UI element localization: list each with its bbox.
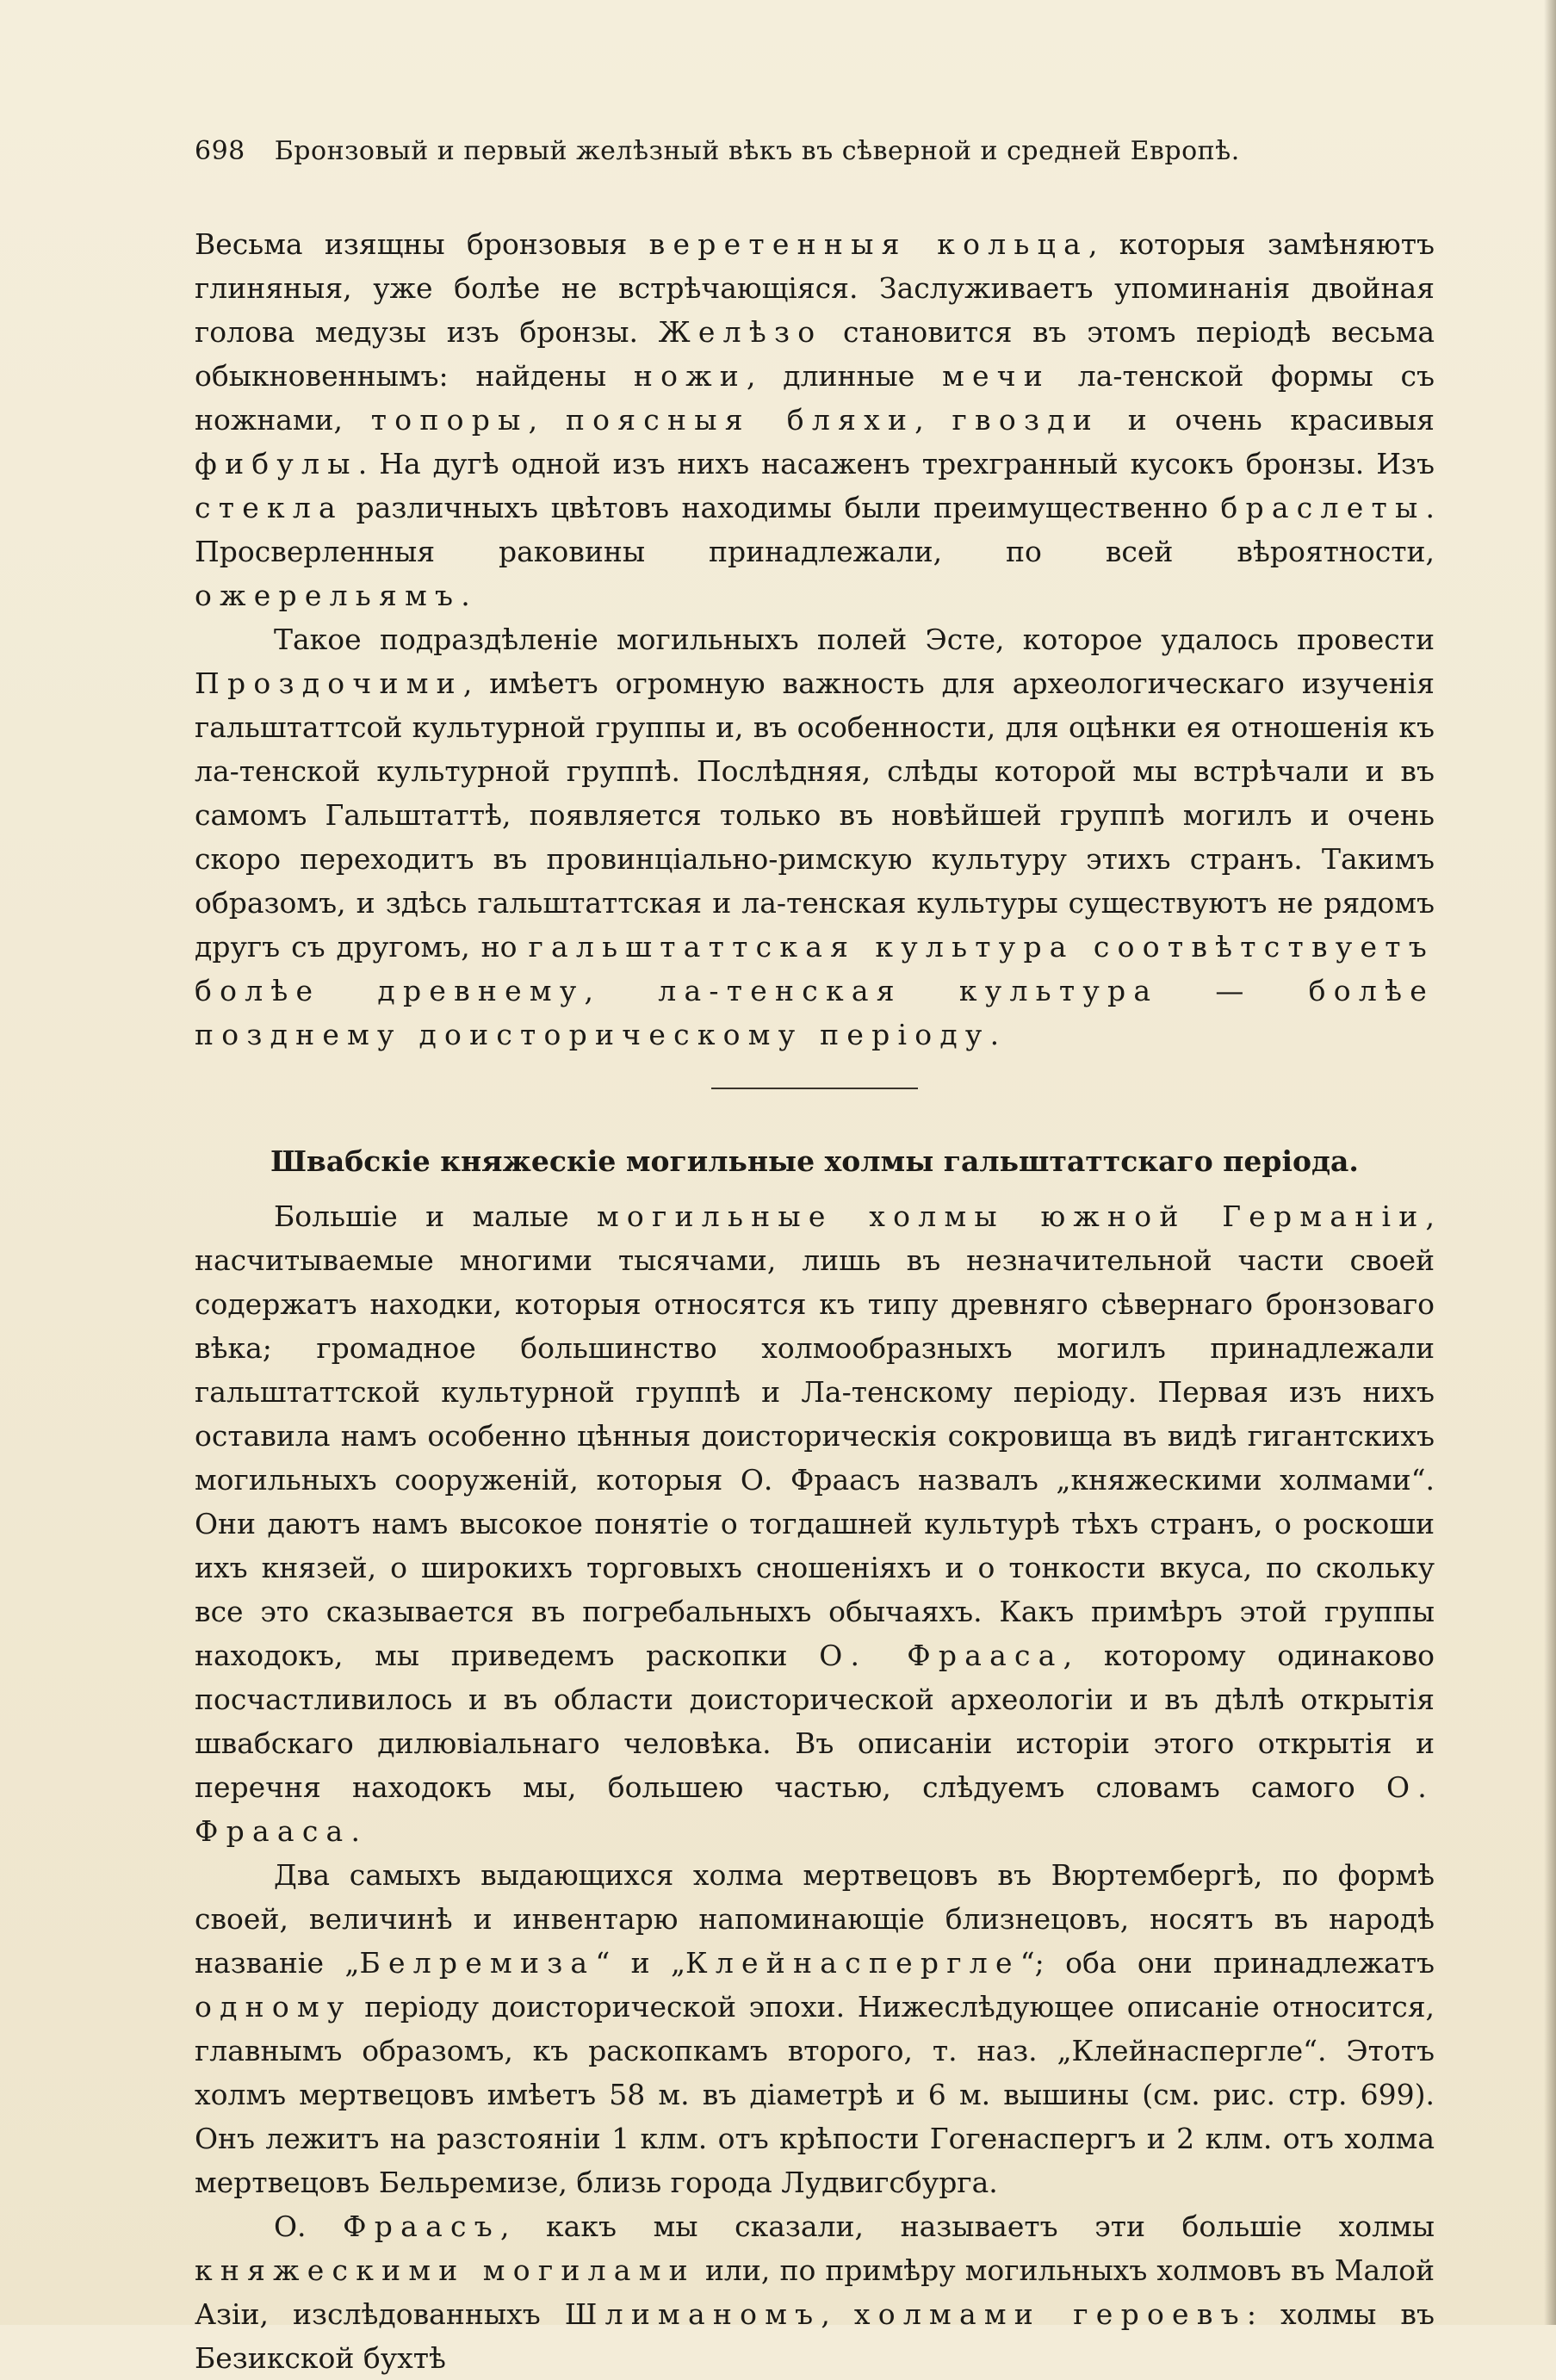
emphasis-run: могильные холмы южной Германіи xyxy=(596,1199,1426,1233)
text-run: , насчитываемые многими тысячами, лишь въ незначительной части своей содержатъ находки, которыя относятся къ типу древняго сѣвернаго бронзоваго вѣка; громадное большинство холмообразныхъ могилъ принадлежали гальштаттской культурной группѣ и Ла-тенскому періоду. Первая изъ нихъ оставила намъ особенно цѣнныя доисторическія сокровища въ видѣ гигантскихъ могильныхъ сооруженій, которыя О. Фраасъ назвалъ „княжескими холмами“. Они даютъ намъ высокое понятіе о тогдашней культурѣ тѣхъ странъ, о роскоши ихъ князей, о широкихъ торговыхъ сношеніяхъ и о тонкости вкуса, по скольку все это сказывается въ погребальныхъ обычаяхъ. Какъ примѣръ этой группы находокъ, мы приведемъ раскопки xyxy=(195,1199,1435,1672)
paragraph-1 xyxy=(195,222,1435,617)
text-run: различныхъ цвѣтовъ находимы были преимущественно xyxy=(343,491,1221,524)
emphasis-run: поясныя бляхи xyxy=(565,403,915,437)
emphasis-run: О. Фрааса xyxy=(195,1770,1435,1848)
text-run: Весьма изящны бронзовыя xyxy=(195,227,649,261)
text-run: , xyxy=(528,403,566,437)
emphasis-run: ножи xyxy=(633,359,747,393)
emphasis-run: гальштаттская культура соотвѣтствуетъ болѣе древнему, ла-тенская культура — болѣе позднему доисторическому періоду xyxy=(195,930,1435,1051)
text-run: , xyxy=(914,403,952,437)
text-run: и очень красивыя xyxy=(1100,403,1435,437)
text-run: . Просверленныя раковины принадлежали, по всей вѣроятности, xyxy=(195,491,1435,568)
paragraph-2 xyxy=(195,617,1435,1057)
text-run: , которыя замѣняютъ глиняныя, уже болѣе не встрѣчающіяся. Заслуживаетъ упоминанія двойная голова медузы изъ бронзы. xyxy=(195,227,1435,349)
text-run: : холмы въ Безикской бухтѣ xyxy=(195,2297,1435,2375)
text-run: Такое подраздѣленіе могильныхъ полей Эсте, которое удалось провести xyxy=(274,623,1435,656)
text-run: , xyxy=(821,2297,854,2331)
emphasis-run: Клейнаспергле xyxy=(685,1946,1020,1980)
text-run: . xyxy=(461,579,470,612)
text-run: “; оба они принадлежатъ xyxy=(1020,1946,1435,1980)
emphasis-run: топоры xyxy=(370,403,529,437)
emphasis-run: стекла xyxy=(195,491,344,524)
emphasis-run: мечи xyxy=(942,359,1051,393)
page-body xyxy=(195,222,1435,2380)
paragraph-5 xyxy=(195,2204,1435,2380)
text-run: , имѣетъ огромную важность для археологическаго изученія гальштаттсой культурной группы и, въ особенности, для оцѣнки ея отношенія къ ла-тенской культурной группѣ. Послѣдняя, слѣды которой мы встрѣчали и въ самомъ Гальштаттѣ, появляется только въ новѣйшей группѣ могилъ и очень скоро переходитъ въ провинціально-римскую культуру этихъ странъ. Такимъ образомъ, и здѣсь гальштаттская и ла-тенская культуры существуютъ не рядомъ другъ съ другомъ, но xyxy=(195,666,1435,964)
page-number: 698 xyxy=(195,136,245,166)
emphasis-run: Желѣзо xyxy=(658,315,823,349)
text-run: періоду доисторической эпохи. Нижеслѣдующее описаніе относится, главнымъ образомъ, къ раскопкамъ второго, т. наз. „Клейнаспергле“. Этотъ холмъ мертвецовъ имѣетъ 58 м. въ діаметрѣ и 6 м. вышины (см. рис. стр. 699). Онъ лежитъ на разстояніи 1 клм. отъ крѣпости Гогенаспергъ и 2 клм. отъ холма мертвецовъ Бельремизе, близь города Лудвигсбурга. xyxy=(195,1990,1435,2199)
emphasis-run: веретенныя кольца xyxy=(648,227,1088,261)
emphasis-run: княжескими могилами xyxy=(195,2253,696,2287)
text-run: О. xyxy=(274,2210,344,2243)
text-run: , которому одинаково посчастливилось и въ области доисторической археологіи и въ дѣлѣ открытія швабскаго дилювіальнаго человѣка. Въ описаніи исторіи этого открытія и перечня находокъ мы, большею частью, слѣдуемъ словамъ самого xyxy=(195,1639,1435,1804)
emphasis-run: гвозди xyxy=(952,403,1100,437)
paragraph-3 xyxy=(195,1194,1435,1853)
text-run: или, по примѣру могильныхъ холмовъ въ Малой Азіи, изслѣдованныхъ xyxy=(195,2253,1435,2331)
emphasis-run: браслеты xyxy=(1220,491,1426,524)
text-run: становится въ этомъ періодѣ весьма обыкновеннымъ: найдены xyxy=(195,315,1435,393)
text-run: , какъ мы сказали, называетъ эти большіе холмы xyxy=(499,2210,1435,2243)
text-run: . xyxy=(989,1018,1000,1051)
page-edge-shadow xyxy=(1544,0,1556,2325)
section-heading: Швабскіе княжескіе могильные холмы гальштаттскаго періода. xyxy=(270,1144,1359,1178)
text-run: Большіе и малые xyxy=(274,1199,597,1233)
text-run: . xyxy=(350,1814,360,1848)
emphasis-run: холмами героевъ xyxy=(853,2297,1247,2331)
text-run: “ и „ xyxy=(595,1946,686,1980)
emphasis-run: Фраасъ xyxy=(343,2210,500,2243)
emphasis-run: О. Фрааса xyxy=(819,1639,1063,1672)
text-run: , длинные xyxy=(747,359,943,393)
emphasis-run: фибулы xyxy=(195,447,358,480)
section-divider xyxy=(711,1088,918,1089)
emphasis-run: ожерельямъ xyxy=(195,579,462,612)
emphasis-run: Шлиманомъ xyxy=(564,2297,821,2331)
emphasis-run: одному xyxy=(195,1990,352,2024)
text-run: ла-тенской формы съ ножнами, xyxy=(195,359,1435,437)
text-run: . На дугѣ одной изъ нихъ насаженъ трехгранный кусокъ бронзы. Изъ xyxy=(357,447,1435,480)
emphasis-run: Проздочими xyxy=(195,666,463,700)
running-title: Бронзовый и первый желѣзный вѣкъ въ сѣверной и средней Европѣ. xyxy=(274,136,1240,166)
paragraph-4 xyxy=(195,1853,1435,2204)
emphasis-run: Белремиза xyxy=(359,1946,596,1980)
text-run: Два самыхъ выдающихся холма мертвецовъ въ Вюртембергѣ, по формѣ своей, величинѣ и инвентарю напоминающіе близнецовъ, носятъ въ народѣ названіе „ xyxy=(195,1858,1435,1980)
running-header xyxy=(195,134,1426,169)
